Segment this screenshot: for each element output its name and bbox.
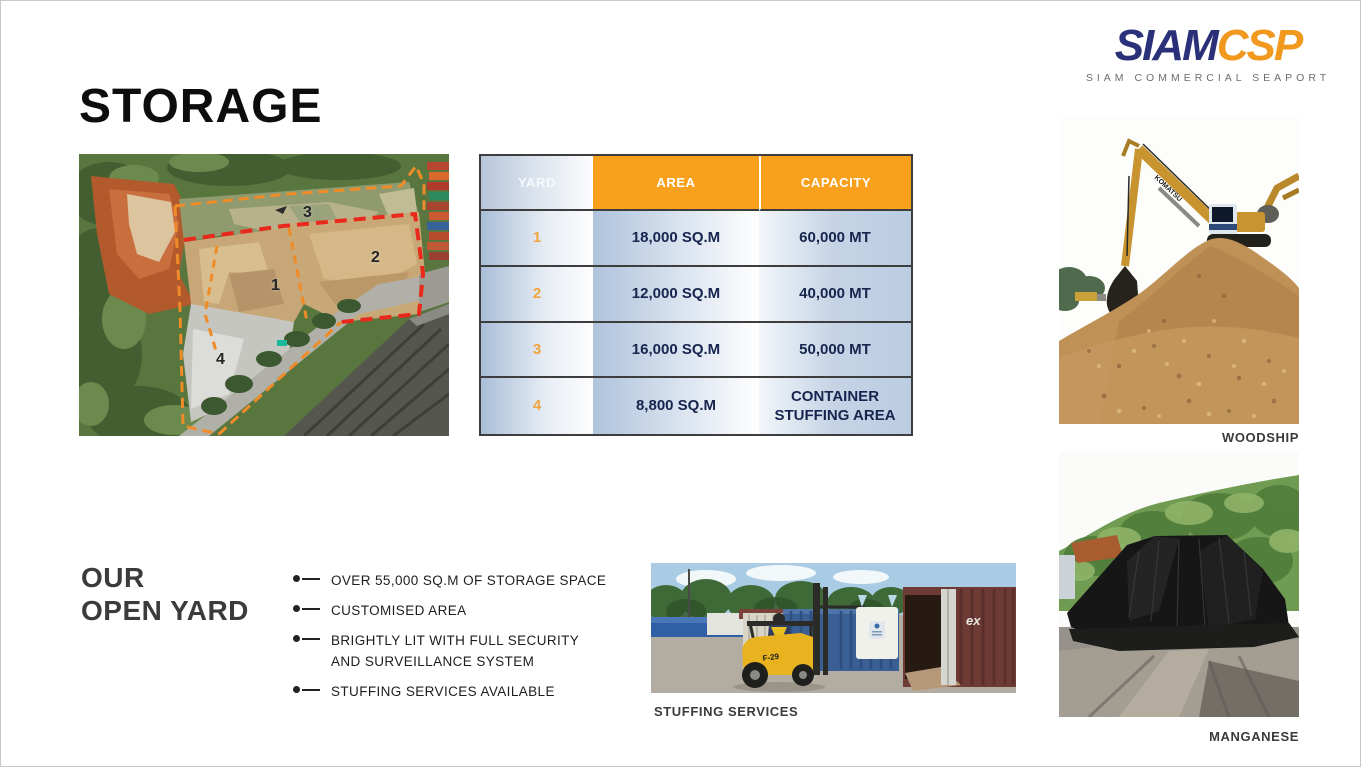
yard-label-1: 1	[271, 277, 280, 294]
aerial-photo-illustration	[79, 154, 449, 436]
woodship-illustration	[1059, 116, 1299, 424]
siamcsp-logo	[1079, 23, 1337, 84]
table-cell-area-1: 18,000 SQ.M	[593, 211, 759, 267]
bullet-text: STUFFING SERVICES AVAILABLE	[331, 684, 555, 699]
yard-label-3: 3	[303, 204, 312, 221]
page-title: STORAGE	[79, 80, 323, 133]
bullet-dot-dash-icon	[293, 635, 320, 642]
woodship-caption: WOODSHIP	[1221, 430, 1299, 445]
stuffing-illustration	[651, 563, 1016, 693]
bullet-text: CUSTOMISED AREA	[331, 603, 467, 618]
woodship-photo	[1059, 116, 1299, 424]
logo-siam-text: SIAM	[1114, 21, 1217, 70]
table-cell-capacity-4: CONTAINER STUFFING AREA	[759, 378, 911, 434]
aerial-yard-photo	[79, 154, 449, 436]
bullet-text: BRIGHTLY LIT WITH FULL SECURITY AND SURVEILLANCE SYSTEM	[331, 633, 579, 669]
bullet-dot-dash-icon	[293, 686, 320, 693]
table-cell-yard-1: 1	[481, 211, 593, 267]
table-cell-yard-2: 2	[481, 267, 593, 323]
column-header-capacity: CAPACITY	[759, 156, 911, 211]
bullet-item	[293, 681, 606, 702]
stuffing-services-photo	[651, 563, 1016, 693]
svg-text:F-29: F-29	[762, 651, 780, 663]
table-cell-capacity-3: 50,000 MT	[759, 323, 911, 379]
bullet-dot-dash-icon	[293, 605, 320, 612]
table-cell-area-3: 16,000 SQ.M	[593, 323, 759, 379]
table-cell-area-4: 8,800 SQ.M	[593, 378, 759, 434]
open-yard-bullet-list	[293, 570, 606, 711]
manganese-caption: MANGANESE	[1209, 729, 1299, 744]
manganese-illustration	[1059, 451, 1299, 717]
logo-wordmark	[1079, 23, 1337, 69]
column-header-area: AREA	[593, 156, 759, 211]
column-header-yard: YARD	[481, 156, 593, 211]
table-cell-capacity-1: 60,000 MT	[759, 211, 911, 267]
svg-text:KOMATSU: KOMATSU	[1152, 174, 1183, 204]
open-yard-heading-line1: OUR	[81, 562, 145, 593]
table-cell-area-2: 12,000 SQ.M	[593, 267, 759, 323]
open-yard-heading-line2: OPEN YARD	[81, 595, 249, 626]
bullet-item	[293, 630, 606, 672]
yard-label-2: 2	[371, 249, 380, 266]
manganese-photo	[1059, 451, 1299, 717]
yard-label-4: 4	[216, 351, 225, 368]
logo-subtitle: SIAM COMMERCIAL SEAPORT	[1085, 72, 1331, 85]
stuffing-caption: STUFFING SERVICES	[654, 704, 799, 719]
storage-capacity-table	[479, 154, 913, 436]
svg-text:ex: ex	[966, 613, 981, 628]
bullet-dot-dash-icon	[293, 575, 320, 582]
bullet-item	[293, 600, 606, 621]
logo-csp-text: CSP	[1216, 21, 1302, 70]
table-cell-capacity-2: 40,000 MT	[759, 267, 911, 323]
table-cell-yard-4: 4	[481, 378, 593, 434]
bullet-text: OVER 55,000 SQ.M OF STORAGE SPACE	[331, 573, 607, 588]
table-cell-yard-3: 3	[481, 323, 593, 379]
bullet-item	[293, 570, 606, 591]
open-yard-heading	[81, 561, 249, 627]
